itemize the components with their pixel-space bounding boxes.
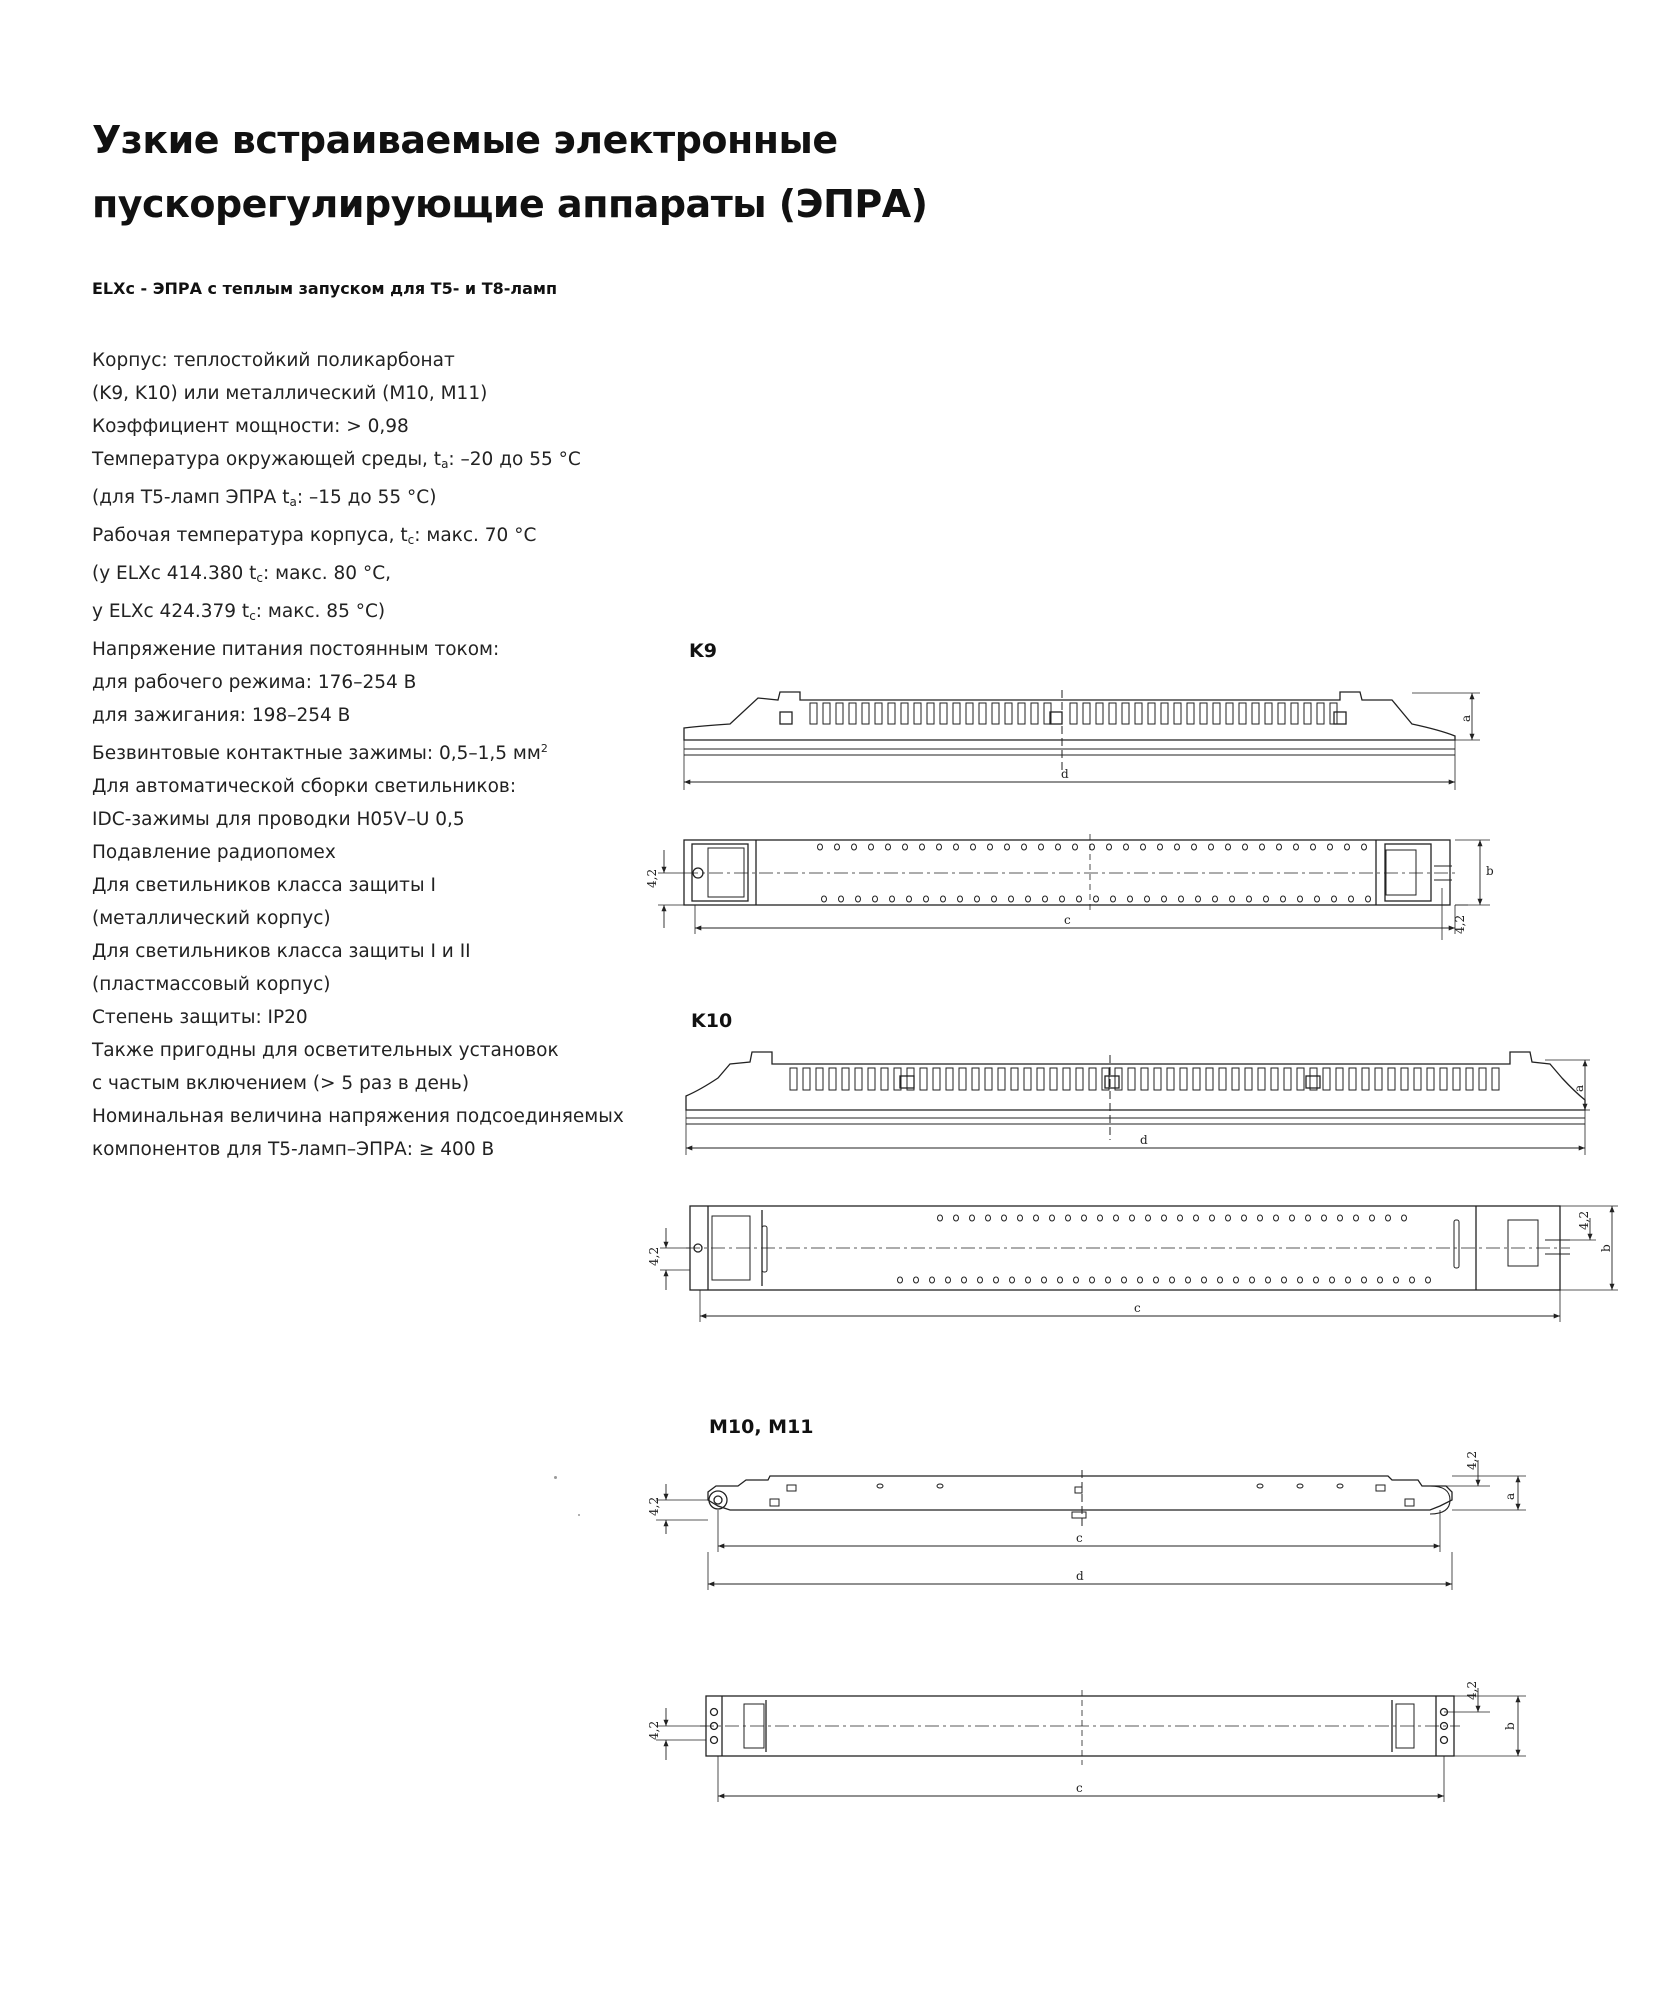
fin-rib bbox=[1252, 703, 1259, 724]
spec-line: для рабочего режима: 176–254 В bbox=[92, 672, 417, 693]
spec-line: Подавление радиопомех bbox=[92, 842, 336, 863]
fin-rib bbox=[1037, 1068, 1044, 1090]
vent-hole bbox=[1018, 1215, 1023, 1221]
fin-rib bbox=[972, 1068, 979, 1090]
vent-hole bbox=[986, 1215, 991, 1221]
k10-dim-b: b bbox=[1599, 1244, 1613, 1252]
fin-rib bbox=[1232, 1068, 1239, 1090]
fin-rib bbox=[1154, 1068, 1161, 1090]
fin-rib bbox=[1401, 1068, 1408, 1090]
vent-hole bbox=[1202, 1277, 1207, 1283]
vent-hole bbox=[1294, 844, 1299, 850]
fin-rib bbox=[1122, 703, 1129, 724]
k9-dim-c: c bbox=[1064, 913, 1071, 927]
vent-hole bbox=[1338, 1215, 1343, 1221]
k10-dim-c: c bbox=[1134, 1301, 1141, 1315]
fin-rib bbox=[966, 703, 973, 724]
fin-rib bbox=[914, 703, 921, 724]
vent-hole bbox=[1264, 896, 1269, 902]
k9-dim-a: a bbox=[1459, 714, 1473, 722]
vent-hole bbox=[954, 1215, 959, 1221]
vent-hole bbox=[869, 844, 874, 850]
vent-hole bbox=[1247, 896, 1252, 902]
vent-hole bbox=[1130, 1215, 1135, 1221]
vent-hole bbox=[1026, 896, 1031, 902]
vent-hole bbox=[1192, 844, 1197, 850]
fin-rib bbox=[1284, 1068, 1291, 1090]
vent-hole bbox=[1010, 1277, 1015, 1283]
fin-rib bbox=[855, 1068, 862, 1090]
fin-rib bbox=[1245, 1068, 1252, 1090]
vent-hole bbox=[1077, 896, 1082, 902]
vent-hole bbox=[1298, 896, 1303, 902]
spec-line: Напряжение питания постоянным током: bbox=[92, 639, 500, 660]
spec-line: с частым включением (> 5 раз в день) bbox=[92, 1073, 470, 1094]
vent-hole bbox=[1346, 1277, 1351, 1283]
fin-rib bbox=[1083, 703, 1090, 724]
vent-hole bbox=[1226, 1215, 1231, 1221]
fin-rib bbox=[979, 703, 986, 724]
spec-line: Для автоматической сборки светильников: bbox=[92, 776, 517, 797]
vent-hole bbox=[1162, 896, 1167, 902]
vent-hole bbox=[1250, 1277, 1255, 1283]
scan-speck bbox=[554, 1476, 557, 1479]
fin-rib bbox=[1336, 1068, 1343, 1090]
fin-rib bbox=[1148, 703, 1155, 724]
vent-hole bbox=[1362, 844, 1367, 850]
fin-rib bbox=[1271, 1068, 1278, 1090]
notch bbox=[1257, 1484, 1263, 1488]
fin-rib bbox=[1310, 1068, 1317, 1090]
vent-hole bbox=[958, 896, 963, 902]
vent-hole bbox=[1370, 1215, 1375, 1221]
notch bbox=[877, 1484, 883, 1488]
vent-hole bbox=[1141, 844, 1146, 850]
vent-hole bbox=[898, 1277, 903, 1283]
vent-hole bbox=[1098, 1215, 1103, 1221]
vent-hole bbox=[937, 844, 942, 850]
fin-rib bbox=[1200, 703, 1207, 724]
vent-hole bbox=[903, 844, 908, 850]
vent-hole bbox=[1298, 1277, 1303, 1283]
fin-rib bbox=[790, 1068, 797, 1090]
notch bbox=[1337, 1484, 1343, 1488]
vent-hole bbox=[818, 844, 823, 850]
vent-hole bbox=[1050, 1215, 1055, 1221]
vent-hole bbox=[1366, 896, 1371, 902]
k10-label: K10 bbox=[691, 1010, 733, 1032]
vent-hole bbox=[1226, 844, 1231, 850]
vent-hole bbox=[1138, 1277, 1143, 1283]
fin-rib bbox=[959, 1068, 966, 1090]
fin-rib bbox=[1141, 1068, 1148, 1090]
vent-hole bbox=[1274, 1215, 1279, 1221]
fin-rib bbox=[953, 703, 960, 724]
vent-hole bbox=[1345, 844, 1350, 850]
fin-rib bbox=[1492, 1068, 1499, 1090]
fin-rib bbox=[1063, 1068, 1070, 1090]
k9-dim-d: d bbox=[1061, 767, 1069, 781]
vent-hole bbox=[1073, 844, 1078, 850]
fin-rib bbox=[1466, 1068, 1473, 1090]
fin-rib bbox=[842, 1068, 849, 1090]
fin-rib bbox=[933, 1068, 940, 1090]
fin-rib bbox=[1291, 703, 1298, 724]
vent-hole bbox=[1043, 896, 1048, 902]
vent-hole bbox=[1266, 1277, 1271, 1283]
vent-hole bbox=[1210, 1215, 1215, 1221]
m10-dim-42-top-left: 4,2 bbox=[647, 1720, 661, 1740]
vent-hole bbox=[1094, 896, 1099, 902]
vent-hole bbox=[1290, 1215, 1295, 1221]
m10-dim-a: a bbox=[1503, 1492, 1517, 1500]
vent-hole bbox=[914, 1277, 919, 1283]
fin-rib bbox=[1258, 1068, 1265, 1090]
fin-rib bbox=[1206, 1068, 1213, 1090]
vent-hole bbox=[1402, 1215, 1407, 1221]
vent-hole bbox=[1234, 1277, 1239, 1283]
vent-hole bbox=[978, 1277, 983, 1283]
vent-hole bbox=[1328, 844, 1333, 850]
vent-hole bbox=[962, 1277, 967, 1283]
vent-hole bbox=[1306, 1215, 1311, 1221]
fin-rib bbox=[1226, 703, 1233, 724]
vent-hole bbox=[1066, 1215, 1071, 1221]
vent-hole bbox=[1145, 896, 1150, 902]
fin-rib bbox=[1024, 1068, 1031, 1090]
fin-rib bbox=[1050, 1068, 1057, 1090]
vent-hole bbox=[1332, 896, 1337, 902]
spec-line: Для светильников класса защиты I bbox=[92, 875, 436, 896]
vent-hole bbox=[1330, 1277, 1335, 1283]
vent-hole bbox=[1154, 1277, 1159, 1283]
vent-hole bbox=[1122, 1277, 1127, 1283]
vent-hole bbox=[971, 844, 976, 850]
fin-rib bbox=[1018, 703, 1025, 724]
fin-rib bbox=[1440, 1068, 1447, 1090]
fin-rib bbox=[1096, 703, 1103, 724]
fin-rib bbox=[849, 703, 856, 724]
fin-rib bbox=[907, 1068, 914, 1090]
fin-rib bbox=[1109, 703, 1116, 724]
vent-hole bbox=[1213, 896, 1218, 902]
fin-rib bbox=[875, 703, 882, 724]
fin-rib bbox=[1362, 1068, 1369, 1090]
fin-rib bbox=[1323, 1068, 1330, 1090]
vent-hole bbox=[1128, 896, 1133, 902]
vent-hole bbox=[852, 844, 857, 850]
m10-dim-42-side-right: 4,2 bbox=[1465, 1450, 1479, 1470]
vent-hole bbox=[1196, 896, 1201, 902]
notch bbox=[937, 1484, 943, 1488]
fin-rib bbox=[1089, 1068, 1096, 1090]
vent-hole bbox=[1242, 1215, 1247, 1221]
fin-rib bbox=[1388, 1068, 1395, 1090]
fin-rib bbox=[1167, 1068, 1174, 1090]
m10-dim-42-side-left: 4,2 bbox=[647, 1496, 661, 1516]
vent-hole bbox=[1315, 896, 1320, 902]
vent-hole bbox=[938, 1215, 943, 1221]
vent-hole bbox=[930, 1277, 935, 1283]
m10-dim-c-side: c bbox=[1076, 1531, 1083, 1545]
fin-rib bbox=[920, 1068, 927, 1090]
m10-label: M10, M11 bbox=[709, 1416, 814, 1438]
fin-rib bbox=[1479, 1068, 1486, 1090]
vent-hole bbox=[941, 896, 946, 902]
fin-rib bbox=[1375, 1068, 1382, 1090]
vent-hole bbox=[839, 896, 844, 902]
vent-hole bbox=[1209, 844, 1214, 850]
vent-hole bbox=[954, 844, 959, 850]
vent-hole bbox=[1243, 844, 1248, 850]
fin-rib bbox=[1349, 1068, 1356, 1090]
fin-rib bbox=[881, 1068, 888, 1090]
vent-hole bbox=[992, 896, 997, 902]
k10-dim-42-right: 4,2 bbox=[1577, 1210, 1591, 1230]
spec-line: (для T5-ламп ЭПРА $t_a$: –15 до 55 °C) bbox=[92, 487, 437, 509]
k9-label: K9 bbox=[689, 640, 717, 662]
fin-rib bbox=[998, 1068, 1005, 1090]
vent-hole bbox=[1378, 1277, 1383, 1283]
k10-dim-d: d bbox=[1140, 1133, 1148, 1147]
vent-hole bbox=[856, 896, 861, 902]
fin-rib bbox=[868, 1068, 875, 1090]
vent-hole bbox=[1002, 1215, 1007, 1221]
vent-hole bbox=[1277, 844, 1282, 850]
clip bbox=[1072, 1512, 1086, 1518]
vent-hole bbox=[994, 1277, 999, 1283]
fin-rib bbox=[1453, 1068, 1460, 1090]
k10-dim-a: a bbox=[1572, 1084, 1586, 1092]
vent-hole bbox=[1039, 844, 1044, 850]
vent-hole bbox=[907, 896, 912, 902]
vent-hole bbox=[873, 896, 878, 902]
vent-hole bbox=[1111, 896, 1116, 902]
fin-rib bbox=[1219, 1068, 1226, 1090]
fin-rib bbox=[1278, 703, 1285, 724]
spec-line: Безвинтовые контактные зажимы: 0,5–1,5 $мм^2$ bbox=[92, 742, 548, 764]
vent-hole bbox=[946, 1277, 951, 1283]
vent-hole bbox=[1386, 1215, 1391, 1221]
k9-top-view bbox=[658, 834, 1490, 940]
vent-hole bbox=[1042, 1277, 1047, 1283]
fin-rib bbox=[1128, 1068, 1135, 1090]
vent-hole bbox=[1426, 1277, 1431, 1283]
vent-hole bbox=[1230, 896, 1235, 902]
vent-hole bbox=[1410, 1277, 1415, 1283]
vent-hole bbox=[1362, 1277, 1367, 1283]
fin-rib bbox=[836, 703, 843, 724]
fin-rib bbox=[862, 703, 869, 724]
m10-dim-b: b bbox=[1503, 1722, 1517, 1730]
fin-rib bbox=[985, 1068, 992, 1090]
fin-rib bbox=[1187, 703, 1194, 724]
vent-hole bbox=[1162, 1215, 1167, 1221]
fin-rib bbox=[1193, 1068, 1200, 1090]
vent-hole bbox=[1354, 1215, 1359, 1221]
fin-rib bbox=[1076, 1068, 1083, 1090]
fin-rib bbox=[927, 703, 934, 724]
fin-rib bbox=[823, 703, 830, 724]
vent-hole bbox=[1186, 1277, 1191, 1283]
vent-hole bbox=[835, 844, 840, 850]
vent-hole bbox=[1022, 844, 1027, 850]
vent-hole bbox=[1026, 1277, 1031, 1283]
spec-line: Номинальная величина напряжения подсоединяемых bbox=[92, 1106, 624, 1127]
fin-rib bbox=[1174, 703, 1181, 724]
fin-rib bbox=[888, 703, 895, 724]
vent-hole bbox=[890, 896, 895, 902]
fin-rib bbox=[1427, 1068, 1434, 1090]
m10-dim-c-top: c bbox=[1076, 1781, 1083, 1795]
spec-line: у ELXc 424.379 $t_c$: макс. 85 °C) bbox=[92, 601, 386, 623]
spec-line: Корпус: теплостойкий поликарбонат bbox=[92, 350, 455, 371]
k9-side-view bbox=[684, 690, 1480, 790]
vent-hole bbox=[1106, 1277, 1111, 1283]
dimension-labels bbox=[645, 715, 1613, 1795]
title-line-1: Узкие встраиваемые электронные bbox=[92, 118, 838, 162]
k9-dim-42-right: 4,2 bbox=[1453, 914, 1467, 934]
k10-side-view bbox=[686, 1052, 1590, 1155]
scan-speck bbox=[578, 1514, 580, 1516]
vent-hole bbox=[1349, 896, 1354, 902]
vent-hole bbox=[822, 896, 827, 902]
fin-rib bbox=[810, 703, 817, 724]
fin-rib bbox=[1414, 1068, 1421, 1090]
spec-line: для зажигания: 198–254 В bbox=[92, 705, 351, 726]
vent-hole bbox=[1258, 1215, 1263, 1221]
spec-line: Температура окружающей среды, $t_a$: –20 до 55 °C bbox=[92, 449, 581, 471]
fin-rib bbox=[829, 1068, 836, 1090]
vent-hole bbox=[1260, 844, 1265, 850]
fin-rib bbox=[940, 703, 947, 724]
m10-side-view bbox=[656, 1460, 1526, 1590]
title-line-2: пускорегулирующие аппараты (ЭПРА) bbox=[92, 182, 928, 226]
notch bbox=[1297, 1484, 1303, 1488]
vent-hole bbox=[1322, 1215, 1327, 1221]
vent-hole bbox=[1034, 1215, 1039, 1221]
vent-hole bbox=[1058, 1277, 1063, 1283]
fin-rib bbox=[992, 703, 999, 724]
m10-dim-d: d bbox=[1076, 1569, 1084, 1583]
spec-line: Степень защиты: IP20 bbox=[92, 1007, 308, 1028]
spec-line: (металлический корпус) bbox=[92, 908, 331, 929]
k9-dim-b: b bbox=[1486, 864, 1494, 878]
vent-hole bbox=[1074, 1277, 1079, 1283]
vent-hole bbox=[1179, 896, 1184, 902]
vent-hole bbox=[920, 844, 925, 850]
spec-line: Также пригодны для осветительных установок bbox=[92, 1040, 559, 1061]
vent-hole bbox=[1218, 1277, 1223, 1283]
vent-hole bbox=[1107, 844, 1112, 850]
vent-hole bbox=[1060, 896, 1065, 902]
spec-line: (K9, K10) или металлический (M10, M11) bbox=[92, 383, 488, 404]
vent-hole bbox=[1146, 1215, 1151, 1221]
vent-hole bbox=[1314, 1277, 1319, 1283]
vent-hole bbox=[1175, 844, 1180, 850]
fin-rib bbox=[901, 703, 908, 724]
m10-top-view bbox=[656, 1688, 1526, 1802]
spec-line: Для светильников класса защиты I и II bbox=[92, 941, 471, 962]
vent-hole bbox=[975, 896, 980, 902]
vent-hole bbox=[1082, 1215, 1087, 1221]
vent-hole bbox=[1311, 844, 1316, 850]
vent-hole bbox=[1158, 844, 1163, 850]
vent-hole bbox=[1009, 896, 1014, 902]
vent-hole bbox=[1178, 1215, 1183, 1221]
vent-hole bbox=[1114, 1215, 1119, 1221]
fin-rib bbox=[1005, 703, 1012, 724]
fin-rib bbox=[1161, 703, 1168, 724]
fin-rib bbox=[1297, 1068, 1304, 1090]
fin-rib bbox=[1011, 1068, 1018, 1090]
fin-rib bbox=[1213, 703, 1220, 724]
spec-line: (у ELXc 414.380 $t_c$: макс. 80 °C, bbox=[92, 563, 391, 585]
fin-rib bbox=[1265, 703, 1272, 724]
fin-rib bbox=[1135, 703, 1142, 724]
vent-hole bbox=[1282, 1277, 1287, 1283]
vent-hole bbox=[1281, 896, 1286, 902]
m10-dim-42-top-right: 4,2 bbox=[1465, 1680, 1479, 1700]
k10-dim-42-left: 4,2 bbox=[647, 1246, 661, 1266]
fin-rib bbox=[946, 1068, 953, 1090]
fin-rib bbox=[1304, 703, 1311, 724]
spec-line: (пластмассовый корпус) bbox=[92, 974, 331, 995]
fin-rib bbox=[1317, 703, 1324, 724]
vent-hole bbox=[1005, 844, 1010, 850]
fin-rib bbox=[1239, 703, 1246, 724]
spec-line: Рабочая температура корпуса, $t_c$: макс. 70 °C bbox=[92, 525, 537, 547]
vent-hole bbox=[886, 844, 891, 850]
subtitle: ELXc - ЭПРА с теплым запуском для T5- и T8-ламп bbox=[92, 279, 558, 298]
vent-hole bbox=[1056, 844, 1061, 850]
fin-rib bbox=[1031, 703, 1038, 724]
vent-hole bbox=[1124, 844, 1129, 850]
vent-hole bbox=[1394, 1277, 1399, 1283]
vent-hole bbox=[924, 896, 929, 902]
vent-hole bbox=[1194, 1215, 1199, 1221]
fin-rib bbox=[1070, 703, 1077, 724]
fin-rib bbox=[803, 1068, 810, 1090]
vent-hole bbox=[988, 844, 993, 850]
vent-hole bbox=[1090, 1277, 1095, 1283]
fin-rib bbox=[816, 1068, 823, 1090]
spec-line: IDC-зажимы для проводки H05V–U 0,5 bbox=[92, 809, 465, 830]
fin-rib bbox=[1180, 1068, 1187, 1090]
k9-dim-42-left: 4,2 bbox=[645, 868, 659, 888]
vent-hole bbox=[970, 1215, 975, 1221]
spec-line: Коэффициент мощности: > 0,98 bbox=[92, 416, 409, 437]
spec-line: компонентов для T5-ламп–ЭПРА: ≥ 400 В bbox=[92, 1139, 495, 1160]
vent-hole bbox=[1170, 1277, 1175, 1283]
